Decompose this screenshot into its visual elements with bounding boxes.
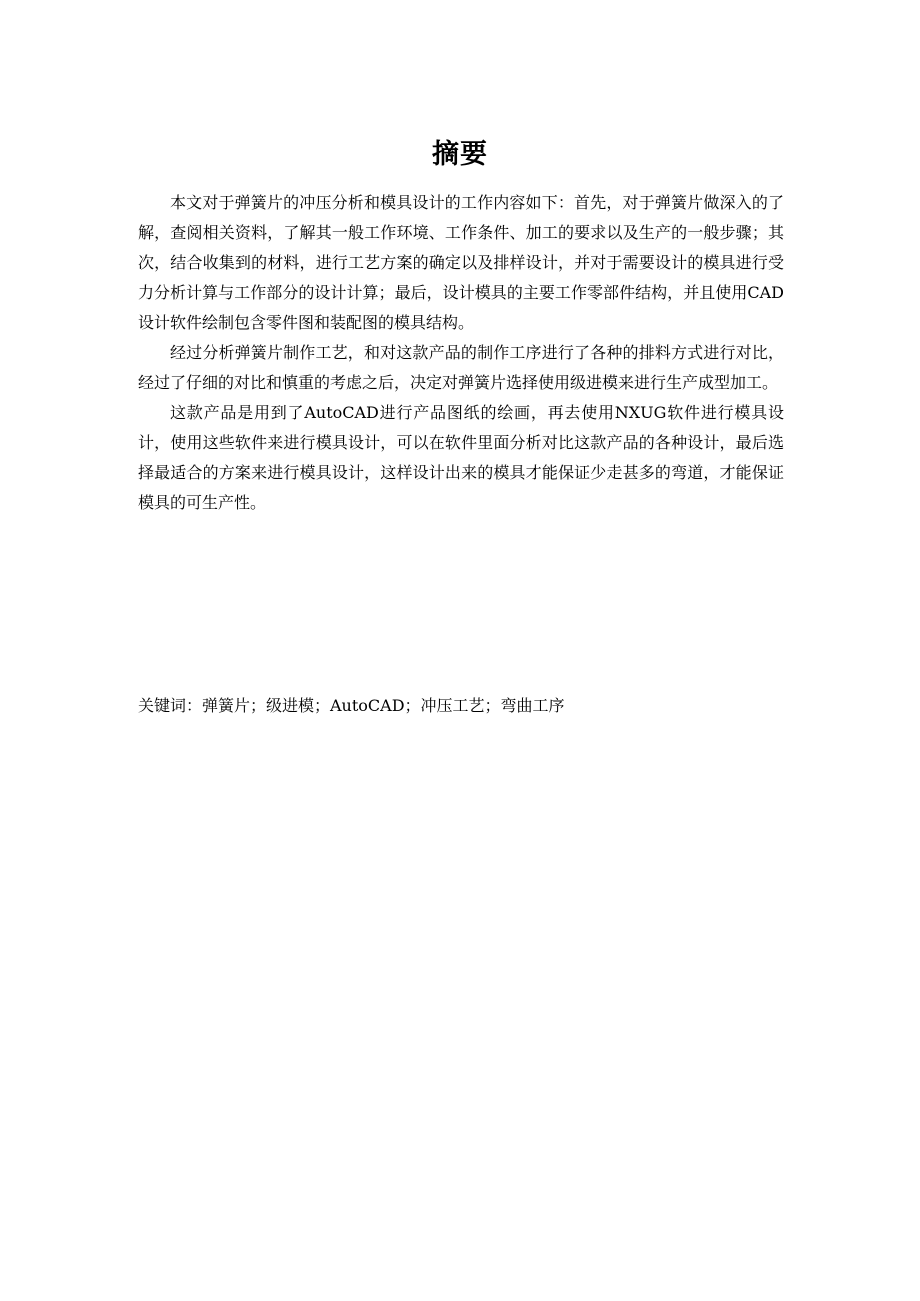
- abstract-paragraph-3: 这款产品是用到了AutoCAD进行产品图纸的绘画，再去使用NXUG软件进行模具设计，使用这些软件来进行模具设计，可以在软件里面分析对比这款产品的各种设计，最后选择最适合的方案来进行模具设计，这样设计出来的模具才能保证少走甚多的弯道，才能保证模具的可生产性。: [138, 403, 784, 512]
- keywords-line: 关键词：弹簧片；级进模；AutoCAD；冲压工艺；弯曲工序: [138, 696, 565, 715]
- abstract-paragraph-2: 经过分析弹簧片制作工艺，和对这款产品的制作工序进行了各种的排料方式进行对比，经过了仔细的对比和慎重的考虑之后，决定对弹簧片选择使用级进模来进行生产成型加工。: [138, 343, 784, 392]
- page-title: 摘要: [432, 139, 488, 170]
- abstract-body: [138, 188, 784, 518]
- abstract-paragraph-1: 本文对于弹簧片的冲压分析和模具设计的工作内容如下：首先，对于弹簧片做深入的了解，查阅相关资料，了解其一般工作环境、工作条件、加工的要求以及生产的一般步骤；其次，结合收集到的材料，进行工艺方案的确定以及排样设计，并对于需要设计的模具进行受力分析计算与工作部分的设计计算；最后，设计模具的主要工作零部件结构，并且使用CAD设计软件绘制包含零件图和装配图的模具结构。: [138, 193, 784, 332]
